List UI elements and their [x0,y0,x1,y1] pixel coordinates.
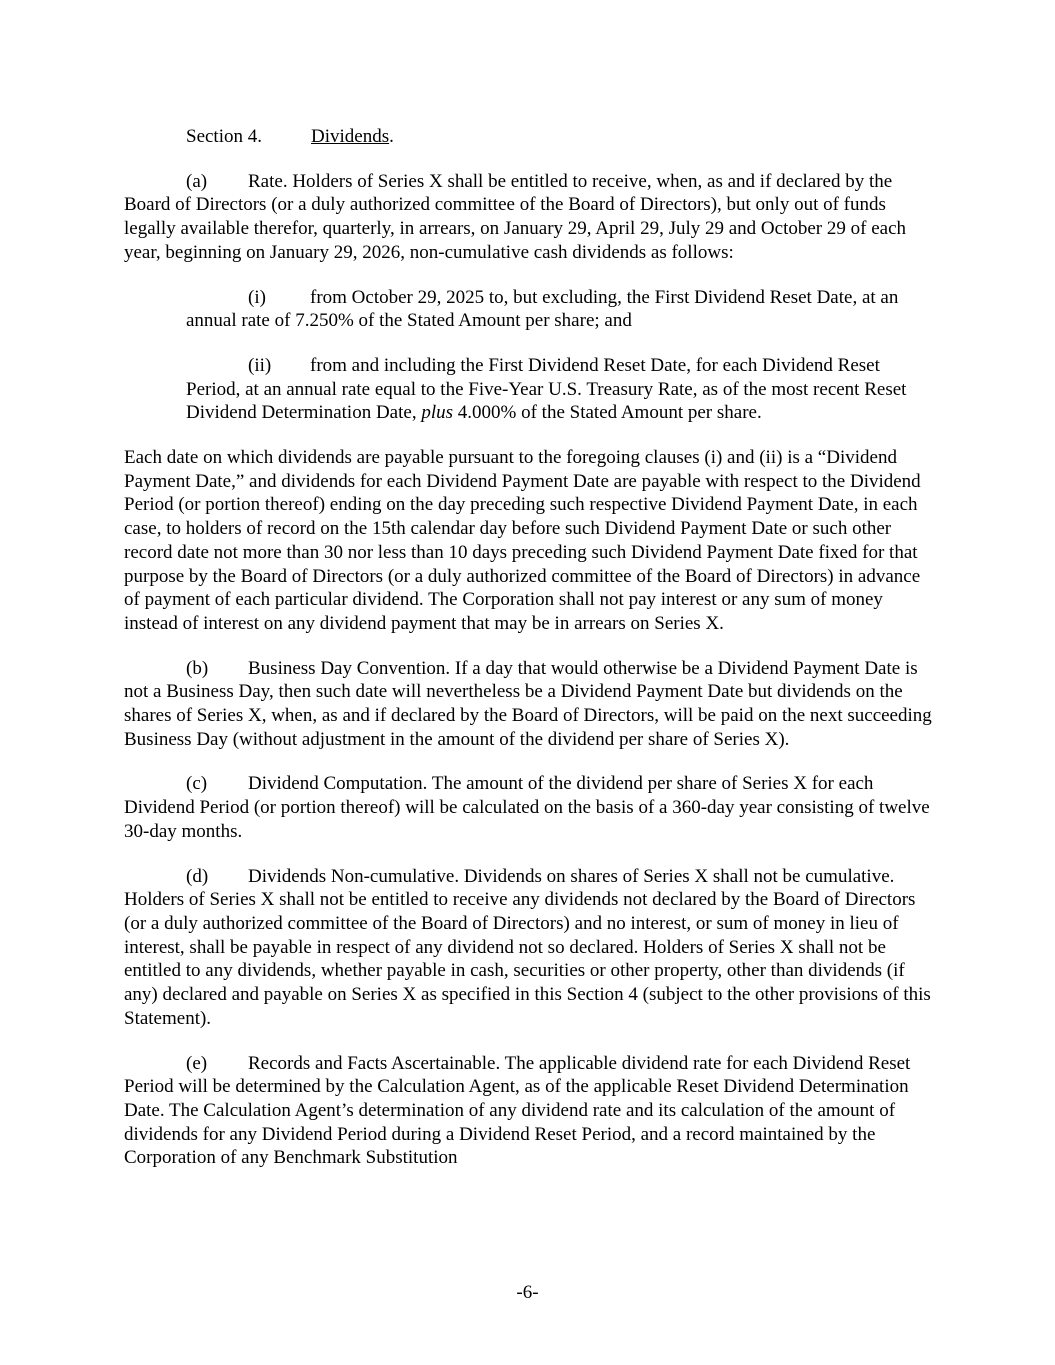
paragraph-c-text: Dividend Computation. The amount of the dividend per share of Series X for each Dividend Period (or portion thereof) will be calculated on the basis of a 360-day year consisting of twelve 30-day months. [124,773,930,842]
document-page [124,125,936,1191]
subparagraph-a-i [186,286,936,333]
paragraph-e-label: (e) [186,1052,208,1074]
section-title: Dividends [311,126,390,147]
paragraph-c [124,772,936,843]
paragraph-a-text: Rate. Holders of Series X shall be entitled to receive, when, as and if declared by the Board of Directors (or a duly authorized committee of the Board of Directors), but only out of funds legally available therefor, quarterly, in arrears, on January 29, April 29, July 29 and October 29 of each year, beginning on January 29, 2026, non-cumulative cash dividends as follows: [124,170,907,263]
subparagraph-a-ii-text-end: 4.000% of the Stated Amount per share. [453,402,762,424]
subparagraph-a-ii-label: (ii) [248,354,272,376]
section-title-suffix: . [389,126,394,147]
paragraph-e-text: Records and Facts Ascertainable. The applicable dividend rate for each Dividend Reset Period will be determined by the Calculation Agent, as of the applicable Reset Dividend Determination Date. The Calculation Agent’s determination of any dividend rate and its calculation of the amount of dividends for any Dividend Period during a Dividend Reset Period, and a record maintained by the Corporation of any Benchmark Substitution [124,1052,911,1169]
subparagraph-a-i-text: from October 29, 2025 to, but excluding, the First Dividend Reset Date, at an annual rate of 7.250% of the Stated Amount per share; and [186,286,899,332]
subparagraph-a-ii [186,354,936,425]
paragraph-c-label: (c) [186,773,208,795]
paragraph-a-label: (a) [186,170,208,192]
section-number: Section 4. [186,126,262,147]
paragraph-b-text: Business Day Convention. If a day that would otherwise be a Dividend Payment Date is not a Business Day, then such date will nevertheless be a Dividend Payment Date but dividends on the shares of Series X, when, as and if declared by the Board of Directors, will be paid on the next succeeding Business Day (without adjustment in the amount of the dividend per share of Series X). [124,657,932,750]
paragraph-d-text: Dividends Non-cumulative. Dividends on shares of Series X shall not be cumulative. Holders of Series X shall not be entitled to receive any dividends not declared by the Board of Directors (or a duly authorized committee of the Board of Directors) and no interest, or sum of money in lieu of interest, shall be payable in respect of any dividend not so declared. Holders of Series X shall not be entitled to any dividends, whether payable in cash, securities or other property, other than dividends (if any) declared and payable on Series X as specified in this Section 4 (subject to the other provisions of this Statement). [124,865,931,1029]
paragraph-a [124,170,936,265]
subparagraph-a-i-label: (i) [248,286,266,308]
paragraph-b [124,657,936,752]
subparagraph-a-ii-text: from and including the First Dividend Reset Date, for each Dividend Reset Period, at an annual rate equal to the Five-Year U.S. Treasury Rate, as of the most recent Reset Dividend Determination Date, [186,354,907,424]
paragraph-d [124,865,936,1031]
page-number: -6- [516,1282,539,1303]
continuation-paragraph: Each date on which dividends are payable pursuant to the foregoing clauses (i) and (ii) is a “Dividend Payment Date,” and dividends for each Dividend Payment Date are payable with respect to the Dividend Period (or portion thereof) ending on the day preceding such respective Dividend Payment Date, in each case, to holders of record on the 15th calendar day before such Dividend Payment Date or such other record date not more than 30 nor less than 10 days preceding such Dividend Payment Date fixed for that purpose by the Board of Directors (or a duly authorized committee of the Board of Directors) in advance of payment of each particular dividend. The Corporation shall not pay interest or any sum of money instead of interest on any dividend payment that may be in arrears on Series X. [124,447,921,634]
paragraph-e [124,1052,936,1171]
paragraph-d-label: (d) [186,865,209,887]
section-heading [124,125,936,149]
paragraph-b-label: (b) [186,657,209,679]
subparagraph-a-ii-italic: plus [421,402,454,424]
